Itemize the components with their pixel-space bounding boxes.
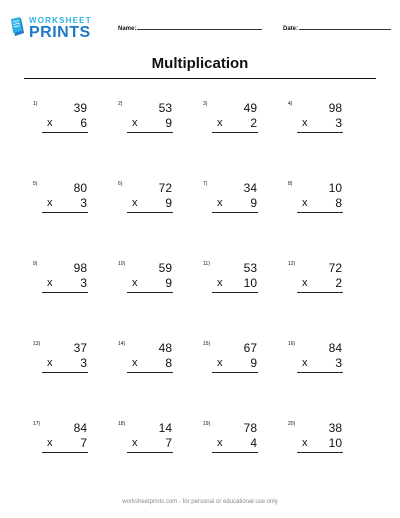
multiplier: 10 bbox=[328, 436, 342, 450]
multiplicand: 49 bbox=[243, 101, 257, 115]
multiplicand: 37 bbox=[73, 341, 87, 355]
multiply-operator: x bbox=[302, 277, 308, 289]
multiplicand: 53 bbox=[243, 261, 257, 275]
problem-number: 19) bbox=[203, 421, 211, 427]
worksheet-prints-logo bbox=[10, 15, 90, 41]
answer-line bbox=[42, 292, 88, 293]
problem-10 bbox=[115, 258, 175, 298]
stacked-papers-icon bbox=[10, 15, 26, 39]
multiply-operator: x bbox=[302, 437, 308, 449]
answer-line bbox=[42, 372, 88, 373]
multiplier: 9 bbox=[165, 116, 172, 130]
problem-number: 15) bbox=[203, 341, 211, 347]
problem-number: 17) bbox=[33, 421, 41, 427]
problem-2 bbox=[115, 98, 175, 138]
multiply-operator: x bbox=[217, 437, 223, 449]
name-field[interactable] bbox=[118, 23, 262, 33]
name-label: Name: bbox=[118, 26, 137, 32]
answer-line bbox=[42, 452, 88, 453]
multiplicand: 84 bbox=[328, 341, 342, 355]
multiplicand: 39 bbox=[73, 101, 87, 115]
problem-5 bbox=[30, 178, 90, 218]
multiplier: 9 bbox=[250, 196, 257, 210]
multiply-operator: x bbox=[302, 197, 308, 209]
date-input-line[interactable] bbox=[299, 23, 391, 30]
problem-18 bbox=[115, 418, 175, 458]
answer-line bbox=[297, 372, 343, 373]
multiplier: 3 bbox=[80, 276, 87, 290]
multiply-operator: x bbox=[47, 277, 53, 289]
multiply-operator: x bbox=[47, 197, 53, 209]
multiplicand: 78 bbox=[243, 421, 257, 435]
multiply-operator: x bbox=[132, 357, 138, 369]
answer-line bbox=[212, 292, 258, 293]
answer-line bbox=[42, 212, 88, 213]
multiplicand: 59 bbox=[158, 261, 172, 275]
problem-number: 1) bbox=[33, 101, 38, 107]
multiplier: 3 bbox=[80, 356, 87, 370]
problem-number: 4) bbox=[288, 101, 293, 107]
problem-number: 10) bbox=[118, 261, 126, 267]
answer-line bbox=[297, 452, 343, 453]
multiplier: 4 bbox=[250, 436, 257, 450]
multiply-operator: x bbox=[132, 437, 138, 449]
multiply-operator: x bbox=[217, 117, 223, 129]
problem-4 bbox=[285, 98, 345, 138]
answer-line bbox=[127, 132, 173, 133]
multiplicand: 84 bbox=[73, 421, 87, 435]
answer-line bbox=[127, 212, 173, 213]
problem-8 bbox=[285, 178, 345, 218]
multiplicand: 34 bbox=[243, 181, 257, 195]
multiplicand: 48 bbox=[158, 341, 172, 355]
date-field[interactable] bbox=[283, 23, 391, 33]
multiplicand: 38 bbox=[328, 421, 342, 435]
problem-number: 11) bbox=[203, 261, 210, 267]
multiplicand: 72 bbox=[328, 261, 342, 275]
multiplier: 9 bbox=[165, 276, 172, 290]
answer-line bbox=[127, 372, 173, 373]
multiplier: 7 bbox=[165, 436, 172, 450]
problem-16 bbox=[285, 338, 345, 378]
problem-14 bbox=[115, 338, 175, 378]
multiply-operator: x bbox=[132, 197, 138, 209]
title-divider bbox=[24, 78, 376, 79]
multiply-operator: x bbox=[132, 117, 138, 129]
answer-line bbox=[42, 132, 88, 133]
multiply-operator: x bbox=[132, 277, 138, 289]
multiplier: 3 bbox=[335, 356, 342, 370]
problem-17 bbox=[30, 418, 90, 458]
problem-11 bbox=[200, 258, 260, 298]
problem-7 bbox=[200, 178, 260, 218]
multiplicand: 10 bbox=[328, 181, 342, 195]
problem-12 bbox=[285, 258, 345, 298]
problem-3 bbox=[200, 98, 260, 138]
multiplier: 6 bbox=[80, 116, 87, 130]
multiply-operator: x bbox=[302, 357, 308, 369]
problem-number: 20) bbox=[288, 421, 296, 427]
answer-line bbox=[297, 292, 343, 293]
answer-line bbox=[297, 132, 343, 133]
problem-number: 9) bbox=[33, 261, 38, 267]
multiplier: 3 bbox=[80, 196, 87, 210]
problem-number: 3) bbox=[203, 101, 208, 107]
multiplier: 8 bbox=[165, 356, 172, 370]
problem-13 bbox=[30, 338, 90, 378]
problem-number: 6) bbox=[118, 181, 123, 187]
multiply-operator: x bbox=[47, 117, 53, 129]
multiplier: 2 bbox=[335, 276, 342, 290]
multiplier: 2 bbox=[250, 116, 257, 130]
problem-number: 2) bbox=[118, 101, 123, 107]
multiply-operator: x bbox=[217, 277, 223, 289]
multiplier: 10 bbox=[243, 276, 257, 290]
multiplicand: 98 bbox=[73, 261, 87, 275]
answer-line bbox=[212, 212, 258, 213]
multiplier: 7 bbox=[80, 436, 87, 450]
multiplicand: 80 bbox=[73, 181, 87, 195]
multiplier: 9 bbox=[165, 196, 172, 210]
problem-1 bbox=[30, 98, 90, 138]
multiply-operator: x bbox=[217, 197, 223, 209]
name-input-line[interactable] bbox=[137, 23, 262, 30]
multiplicand: 67 bbox=[243, 341, 257, 355]
answer-line bbox=[127, 292, 173, 293]
multiplicand: 72 bbox=[158, 181, 172, 195]
problem-number: 18) bbox=[118, 421, 126, 427]
multiply-operator: x bbox=[302, 117, 308, 129]
multiplicand: 53 bbox=[158, 101, 172, 115]
problem-number: 13) bbox=[33, 341, 41, 347]
problem-number: 12) bbox=[288, 261, 296, 267]
problem-15 bbox=[200, 338, 260, 378]
problem-19 bbox=[200, 418, 260, 458]
problem-number: 8) bbox=[288, 181, 293, 187]
multiply-operator: x bbox=[47, 437, 53, 449]
answer-line bbox=[297, 212, 343, 213]
answer-line bbox=[212, 372, 258, 373]
multiplier: 9 bbox=[250, 356, 257, 370]
logo-text-prints: PRINTS bbox=[29, 24, 91, 41]
multiply-operator: x bbox=[217, 357, 223, 369]
multiply-operator: x bbox=[47, 357, 53, 369]
logo-text-worksheet: WORKSHEET bbox=[29, 16, 92, 25]
answer-line bbox=[212, 132, 258, 133]
problem-number: 5) bbox=[33, 181, 38, 187]
problem-grid bbox=[30, 98, 375, 458]
problem-20 bbox=[285, 418, 345, 458]
multiplicand: 14 bbox=[158, 421, 172, 435]
problem-number: 14) bbox=[118, 341, 126, 347]
multiplier: 8 bbox=[335, 196, 342, 210]
problem-9 bbox=[30, 258, 90, 298]
date-label: Date: bbox=[283, 26, 299, 32]
multiplicand: 98 bbox=[328, 101, 342, 115]
problem-number: 16) bbox=[288, 341, 296, 347]
multiplier: 3 bbox=[335, 116, 342, 130]
problem-number: 7) bbox=[203, 181, 208, 187]
page-title: Multiplication bbox=[151, 55, 249, 72]
answer-line bbox=[212, 452, 258, 453]
answer-line bbox=[127, 452, 173, 453]
footer-text: worksheetprints.com - for personal or educational use only bbox=[122, 499, 278, 505]
problem-6 bbox=[115, 178, 175, 218]
